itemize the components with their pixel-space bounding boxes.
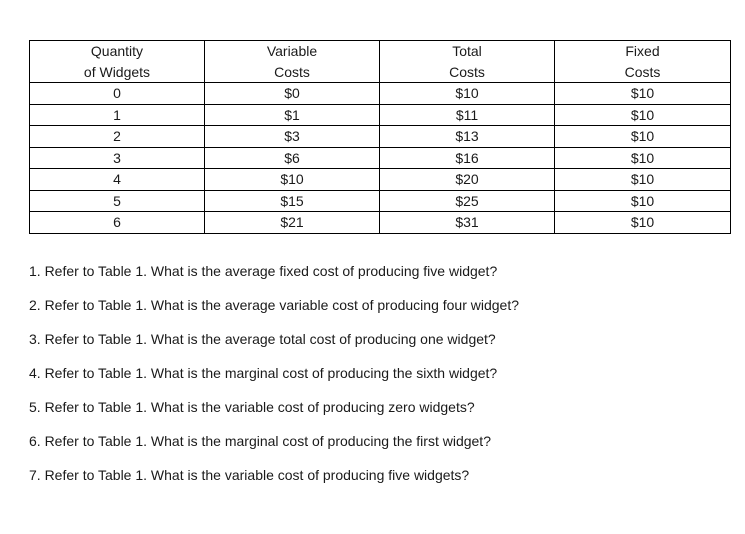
question-item: 3. Refer to Table 1. What is the average total cost of producing one widget? (29, 331, 496, 347)
cost-table (29, 40, 731, 234)
cell-variable-cost: $15 (205, 190, 380, 212)
cell-quantity: 2 (30, 126, 205, 148)
table-row (30, 104, 731, 126)
question-item: 6. Refer to Table 1. What is the marginal cost of producing the first widget? (29, 433, 491, 449)
cell-variable-cost: $21 (205, 212, 380, 234)
question-item: 1. Refer to Table 1. What is the average fixed cost of producing five widget? (29, 263, 498, 279)
cell-total-cost: $11 (380, 104, 555, 126)
cell-total-cost: $31 (380, 212, 555, 234)
cell-fixed-cost: $10 (555, 190, 731, 212)
cell-total-cost: $13 (380, 126, 555, 148)
cell-variable-cost: $10 (205, 169, 380, 191)
cell-fixed-cost: $10 (555, 83, 731, 105)
header-total-costs: Total Costs (380, 41, 555, 83)
cell-total-cost: $16 (380, 147, 555, 169)
header-quantity: Quantity of Widgets (30, 41, 205, 83)
cell-total-cost: $10 (380, 83, 555, 105)
table-row (30, 169, 731, 191)
cell-variable-cost: $6 (205, 147, 380, 169)
table-row (30, 212, 731, 234)
question-item: 7. Refer to Table 1. What is the variable cost of producing five widgets? (29, 467, 470, 483)
table-row (30, 126, 731, 148)
cell-variable-cost: $1 (205, 104, 380, 126)
question-list (29, 262, 729, 500)
cell-variable-cost: $0 (205, 83, 380, 105)
cell-quantity: 0 (30, 83, 205, 105)
header-variable-costs: Variable Costs (205, 41, 380, 83)
table-row (30, 83, 731, 105)
question-item: 5. Refer to Table 1. What is the variable cost of producing zero widgets? (29, 399, 475, 415)
cell-total-cost: $25 (380, 190, 555, 212)
cell-quantity: 5 (30, 190, 205, 212)
table-row (30, 147, 731, 169)
question-item: 4. Refer to Table 1. What is the marginal cost of producing the sixth widget? (29, 365, 498, 381)
cell-variable-cost: $3 (205, 126, 380, 148)
cell-fixed-cost: $10 (555, 126, 731, 148)
cell-quantity: 3 (30, 147, 205, 169)
cell-fixed-cost: $10 (555, 212, 731, 234)
question-item: 2. Refer to Table 1. What is the average variable cost of producing four widget? (29, 297, 520, 313)
cell-quantity: 6 (30, 212, 205, 234)
cell-quantity: 1 (30, 104, 205, 126)
header-fixed-costs: Fixed Costs (555, 41, 731, 83)
cell-total-cost: $20 (380, 169, 555, 191)
cell-quantity: 4 (30, 169, 205, 191)
table-header-row (30, 41, 731, 83)
cell-fixed-cost: $10 (555, 104, 731, 126)
cell-fixed-cost: $10 (555, 147, 731, 169)
table-row (30, 190, 731, 212)
cell-fixed-cost: $10 (555, 169, 731, 191)
